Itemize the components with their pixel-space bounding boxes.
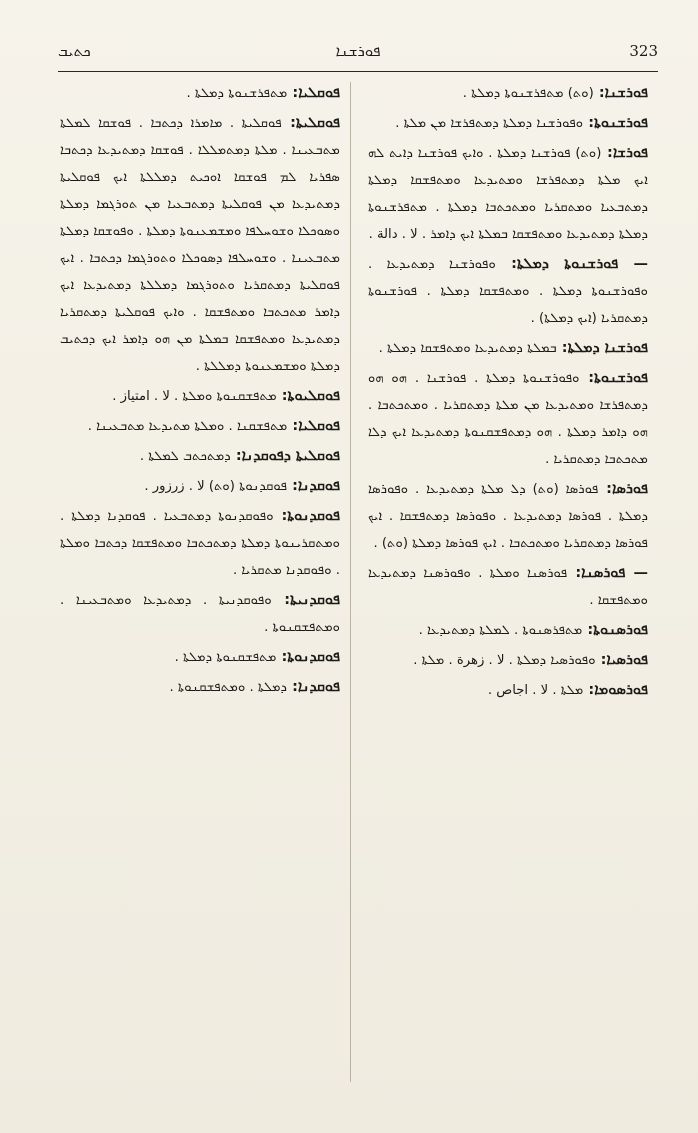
entry-headword: ܦܘܪܫܐ: <box>601 145 648 161</box>
entry-headword: ܦܘܪܫܢܘܬܐ: <box>583 115 648 131</box>
entry-headword: ܦܘܩܠܝܬܐ: <box>281 115 340 131</box>
entry-headword: ܦܘܪܫܢܐ: <box>593 85 648 101</box>
dictionary-entry <box>60 413 340 440</box>
entry-definition: ܘܦܘܪܫܢܘܬܐ ܕܡܠܬܐ . ܦܘܪܫܢܐ . ܗܘ ܗܘ ܕܡܬܦܪܫܐ ܘܡܬܝܕܥܐ ܡܢ ܡܠܬܐ ܕܡܬܩܪܝܐ . ܘܡܬܟܬܒܐ . ܗܘ ܕܐܡܪ ܕܡܠܬܐ . ܗܘ ܕܡܬܦܫܩܢܘܬܐ ܕܡܬܝܕܥܐ ܐܝܟ ܕܠܐ ܡܬܟܬܒܐ ܕܡܬܩܪܝܐ . <box>368 371 648 467</box>
entry-definition: ܡܬܦܪܫܢܘܬܐ ܕܡܠܬܐ . <box>186 86 288 101</box>
dictionary-entry <box>368 335 648 362</box>
entry-headword: ܦܘܩܕܢܘܬܐ: <box>276 649 340 665</box>
entry-definition: ܒܡܠܬܐ ܕܡܬܝܕܥܐ ܘܡܬܦܫܩܐ ܕܡܠܬܐ . <box>378 341 557 356</box>
entry-definition: ܡܬܦܫܩܢܘܬܐ ܘܡܠܬܐ . ﻻ . امتياز . <box>112 389 277 404</box>
dictionary-entry <box>368 140 648 248</box>
entry-headword: ܦܘܩܕܢܐ: <box>287 679 340 695</box>
entry-definition: (ܘܬ) ܦܘܪܫܢܐ ܕܡܠܬܐ . ܘܐܝܟ ܦܘܪܫܢܐ ܕܐܝܬ ܠܗ ܐܝܟ ܡܠܬܐ ܕܡܬܦܪܫܐ ܘܡܬܝܕܥܐ ܘܡܬܦܫܩܐ ܕܡܠܬܐ ܕܡܬܒܥܝܐ ܘܡܬܩܪܝܐ ܘܡܬܟܬܒܐ ܕܡܠܬܐ . ܡܬܦܪܫܢܘܬܐ ܕܡܠܬܐ ܕܡܬܝܕܥܐ ܘܡܬܦܫܩܐ ܒܡܠܬܐ ܐܝܟ ܕܐܡܪ . ﻻ . دالة . <box>368 146 648 242</box>
entry-headword: ܦܘܪܣܢܘܬܐ: <box>582 622 648 638</box>
dictionary-entry <box>368 110 648 137</box>
dictionary-entry <box>60 503 340 584</box>
dictionary-entry <box>368 647 648 674</box>
dictionary-entry <box>60 674 340 701</box>
entry-headword: — ܦܘܪܫܢܘܬܐ ܕܡܠܬܐ: <box>495 256 648 272</box>
dictionary-entry <box>60 443 340 470</box>
dictionary-entry <box>60 473 340 500</box>
entry-definition: ܡܠܬܐ . ﻻ . اجاص . <box>487 683 584 698</box>
dictionary-entry <box>368 617 648 644</box>
entry-definition: ܘܦܘܩܕܢܘܬܐ ܕܡܬܒܥܝܐ . ܦܘܩܕܢܐ ܕܡܠܬܐ . ܘܡܬܩܪܝܢܘܬܐ ܕܡܠܬܐ ܕܡܬܟܬܒܐ ܘܡܬܦܫܩܐ ܕܟܬܒܐ ܘܡܠܬܐ . ܘܦܘܩܕܢܐ ܡܬܩܪܝܐ . <box>60 509 340 578</box>
entry-headword: ܦܘܪܫܢܐ ܕܡܠܬܐ: <box>556 340 648 356</box>
entry-definition: ܦܘܪܣܢܐ ܘܡܠܬܐ . ܘܦܘܪܣܢܐ ܕܡܬܝܕܥܐ ܘܡܬܦܫܩܐ . <box>368 566 648 608</box>
dictionary-entry <box>368 80 648 107</box>
entry-headword: ܦܘܪܫܢܘܬܐ: <box>579 370 648 386</box>
entry-definition: ܡܬܦܪܣܢܘܬܐ . ܠܡܠܬܐ ܕܡܬܝܕܥܐ . <box>418 623 583 638</box>
entry-definition: ܘܦܘܩܕܢܝܬܐ . ܕܡܬܝܕܥܐ ܘܡܬܒܥܝܢܐ . ܘܡܬܦܫܩܢܘܬܐ . <box>60 593 340 635</box>
dictionary-entry <box>60 110 340 380</box>
header-title: ܦܘܪܫܢܐ <box>335 42 381 60</box>
dictionary-entry <box>368 560 648 614</box>
dictionary-entry <box>60 80 340 107</box>
entry-definition: ܕܡܠܬܐ . ܘܡܬܦܫܩܢܘܬܐ . <box>169 680 288 695</box>
entry-definition: ܘܦܘܪܣܝܐ ܕܡܠܬܐ . ﻻ . زهرة . ܡܠܬܐ . <box>413 653 596 668</box>
entry-definition: ܦܘܩܠܝܬܐ . ܡܐܡܪܐ ܕܟܬܒܐ . ܦܘܫܩܐ ܠܡܠܬܐ ܡܬܒܥܝܢܐ . ܡܠܬܐ ܕܡܬܡܠܠܐ . ܦܘܫܩܐ ܕܡܬܝܕܥܐ ܕܟܬܒܐ ܣܦܪܝܐ ܠܡ ܦܘܫܩܐ ܐܘܟܝܬ ܕܡܠܠܬܐ ܐܝܟ ܦܘܩܠܝܬܐ ܕܡܬܝܕܥܐ ܡܢ ܦܘܩܠܝܬܐ ܕܡܬܒܥܝܐ ܡܢ ܬܘܪܓܡܐ ܕܡܠܬܐ ܘܣܘܟܠܐ ܘܫܘܚܠܦܐ ܘܡܫܡܥܢܘܬܐ ܕܡܠܬܐ . ܘܦܘܫܩܐ ܕܡܠܬܐ ܡܬܒܥܝܢܐ . ܘܫܘܚܠܦܐ ܕܣܘܟܠܐ ܘܬܘܪܓܡܐ ܕܟܬܒܐ . ܐܝܟ ܦܘܩܠܝܬܐ ܕܡܬܩܪܝܐ ܘܬܘܪܓܡܐ ܕܡܠܠܬܐ ܕܡܬܝܕܥܐ ܐܝܟ ܕܐܡܪ ܡܬܟܬܒܐ ܘܡܬܦܫܩܐ . ܘܐܝܟ ܦܘܩܠܝܬܐ ܕܡܬܩܪܝܐ ܕܡܬܝܕܥܐ ܘܡܬܦܫܩܐ ܒܡܠܬܐ ܡܢ ܗܘ ܕܐܡܪ ܐܝܟ ܕܟܬܝܒ ܕܡܠܬܐ ܘܡܫܡܥܢܘܬܐ ܕܡܠܠܬܐ . <box>60 116 340 374</box>
dictionary-entry <box>368 677 648 704</box>
entry-headword: ܦܘܩܠܝܘܬܐ: <box>276 388 340 404</box>
entry-definition: ܘܦܘܪܫܢܐ ܕܡܬܝܕܥܐ . ܘܦܘܪܫܢܘܬܐ ܕܡܠܬܐ . ܘܡܬܦܫܩܐ ܕܡܠܬܐ . ܦܘܪܫܢܘܬܐ ܕܡܬܩܪܝܐ (ܐܝܟ ܕܡܠܬܐ) . <box>368 257 648 326</box>
dictionary-entry <box>60 644 340 671</box>
entry-headword: ܦܘܪܣܘܡܐ: <box>583 682 648 698</box>
column-divider <box>350 82 351 1082</box>
entry-headword: ܦܘܩܠܝܐ: <box>287 418 340 434</box>
dictionary-entry <box>368 476 648 557</box>
entry-headword: ܦܘܩܕܢܝܬܐ: <box>271 592 340 608</box>
entry-headword: ܦܘܩܕܢܘܬܐ: <box>273 508 340 524</box>
entry-definition: ܘܦܘܪܫܢܐ ܕܡܠܬܐ ܕܡܬܦܪܫܐ ܡܢ ܡܠܬܐ . <box>395 116 584 131</box>
page-header <box>58 32 658 72</box>
entry-definition: (ܘܬ) ܡܬܦܪܫܢܘܬܐ ܕܡܠܬܐ . <box>462 86 594 101</box>
entry-definition: ܦܘܩܕܢܘܬܐ (ܘܬ) ﻻ . زرزور . <box>144 479 288 494</box>
right-column <box>368 80 648 1090</box>
dictionary-entry <box>60 587 340 641</box>
page-number: 323 <box>629 42 658 60</box>
entry-definition: ܦܘܪܣܐ (ܘܬ) ܕܠ ܡܠܬܐ ܕܡܬܝܕܥܐ . ܘܦܘܪܣܐ ܕܡܠܬܐ . ܦܘܪܣܐ ܕܡܬܝܕܥܐ . ܘܦܘܪܣܐ ܕܡܬܦܫܩܐ . ܐܝܟ ܦܘܪܣܐ ܕܡܬܩܪܝܐ ܘܡܬܟܬܒܐ . ܐܝܟ ܦܘܪܣܐ ܕܡܠܬܐ (ܘܬ) . <box>368 482 648 551</box>
entry-headword: ܦܘܩܠܝܐ: <box>287 85 340 101</box>
entry-headword: ܦܘܩܕܢܐ: <box>287 478 340 494</box>
left-column <box>60 80 340 1090</box>
entry-headword: ܦܘܪܣܝܐ: <box>595 652 648 668</box>
dictionary-entry <box>368 365 648 473</box>
entry-definition: ܕܡܬܟܬܒ ܠܡܠܬܐ . <box>139 449 231 464</box>
entry-headword: — ܦܘܪܣܢܐ: <box>567 565 648 581</box>
header-left-word: ܟܬܝܒ <box>58 42 91 60</box>
dictionary-entry <box>368 251 648 332</box>
entry-definition: ܡܬܦܫܩܢܐ . ܘܡܠܬܐ ܡܬܝܕܥܐ ܡܬܒܥܝܢܐ . <box>87 419 288 434</box>
entry-headword: ܦܘܪܣܐ: <box>598 481 648 497</box>
entry-headword: ܦܘܩܠܝܬܐ ܕܦܘܩܕܢܐ: <box>230 448 340 464</box>
entry-definition: ܡܬܦܫܩܢܘܬܐ ܕܡܠܬܐ . <box>174 650 277 665</box>
dictionary-entry <box>60 383 340 410</box>
